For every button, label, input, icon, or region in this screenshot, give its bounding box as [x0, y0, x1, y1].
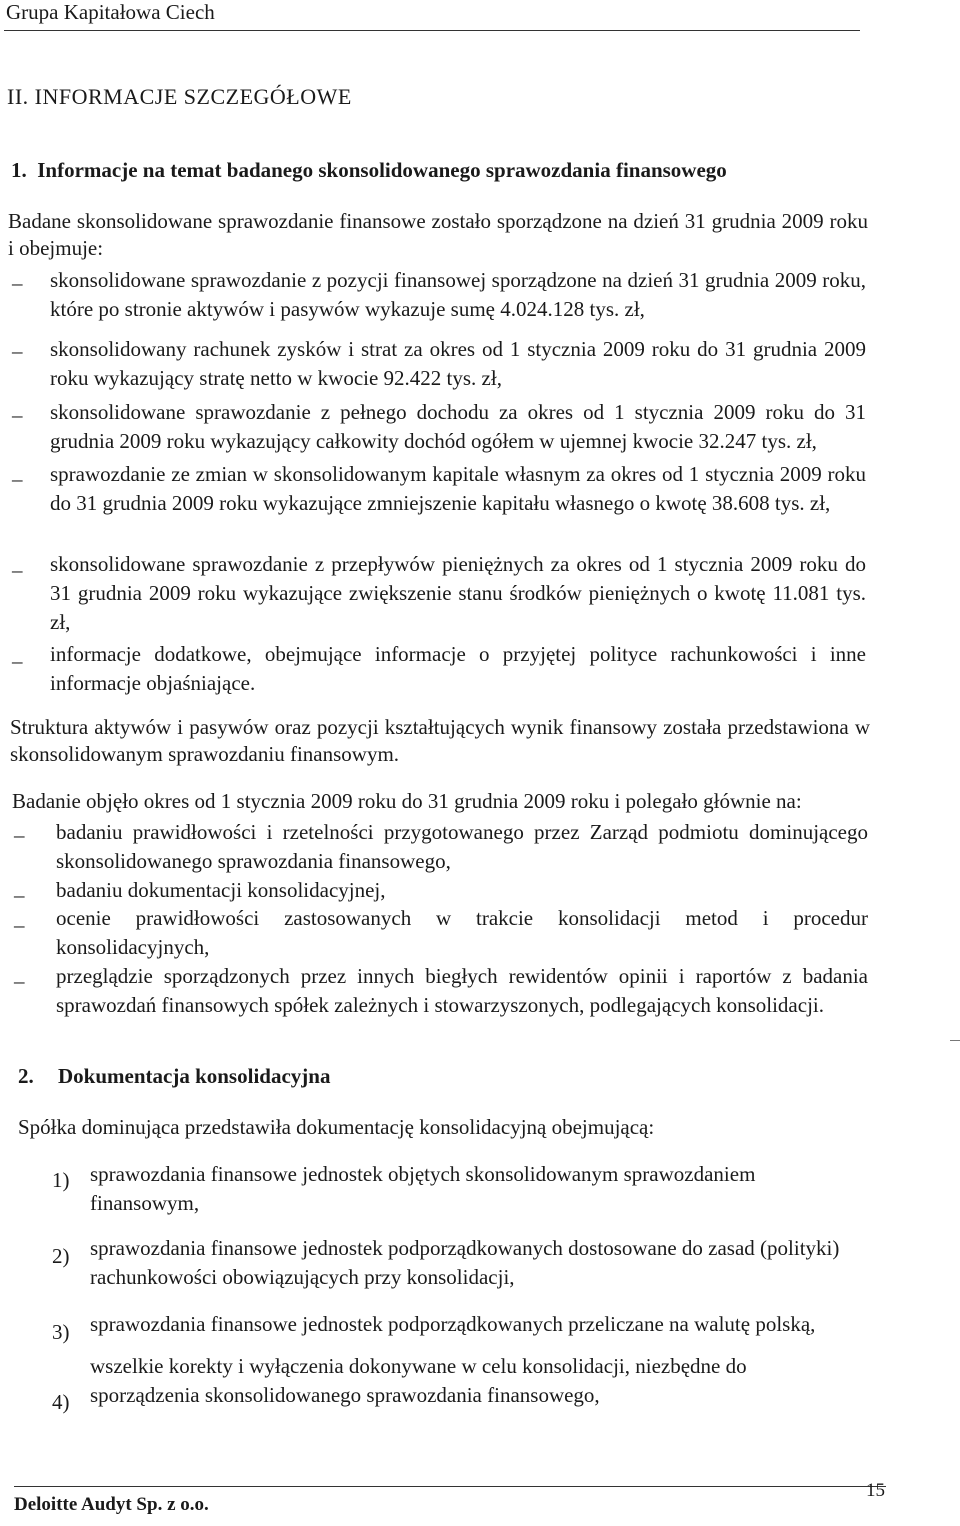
dash-marker: –	[14, 913, 25, 937]
part1-intro: Badane skonsolidowane sprawozdanie finansowe zostało sporządzone na dzień 31 grudnia 2009 roku i obejmuje:	[8, 209, 868, 260]
dash-marker: –	[14, 969, 25, 993]
doc-item: sprawozdania finansowe jednostek podporządkowanych dostosowane do zasad (polityki) rachunkowości obowiązujących przy konsolidacji,	[90, 1236, 840, 1289]
audit-item: przeglądzie sporządzonych przez innych biegłych rewidentów opinii i raportów z badania sprawozdań finansowych spółek zależnych i stowarzyszonych, podlegających konsolidacji.	[56, 964, 868, 1017]
part1-heading	[11, 158, 727, 183]
dash-marker: –	[12, 403, 23, 427]
section-title: II. INFORMACJE SZCZEGÓŁOWE	[7, 84, 352, 109]
list-item: skonsolidowany rachunek zysków i strat za okres od 1 stycznia 2009 roku do 31 grudnia 2009 roku wykazujący stratę netto w kwocie 92.422 tys. zł,	[50, 337, 866, 390]
part1-number: 1.	[11, 158, 27, 182]
dash-marker: –	[14, 883, 25, 907]
margin-mark	[950, 1040, 960, 1041]
item-number: 1)	[52, 1168, 70, 1192]
footer-firm: Deloitte Audyt Sp. z o.o.	[14, 1494, 209, 1515]
page-number: 15	[866, 1480, 885, 1501]
list-item: sprawozdanie ze zmian w skonsolidowanym kapitale własnym za okres od 1 stycznia 2009 roku do 31 grudnia 2009 roku wykazujące zmniejszenie kapitału własnego o kwotę 38.608 tys. zł,	[50, 462, 866, 515]
part1-heading-text: Informacje na temat badanego skonsolidowanego sprawozdania finansowego	[37, 158, 727, 182]
item-number: 3)	[52, 1320, 70, 1344]
part2-intro: Spółka dominująca przedstawiła dokumentację konsolidacyjną obejmującą:	[18, 1115, 655, 1139]
list-item: informacje dodatkowe, obejmujące informacje o przyjętej polityce rachunkowości i inne informacje objaśniające.	[50, 642, 866, 695]
part2-number: 2.	[18, 1064, 34, 1088]
audit-item: badaniu prawidłowości i rzetelności przygotowanego przez Zarząd podmiotu dominującego skonsolidowanego sprawozdania finansowego,	[56, 820, 868, 873]
doc-item: sprawozdania finansowe jednostek objętych skonsolidowanym sprawozdaniem finansowym,	[90, 1162, 756, 1215]
header-rule	[4, 30, 860, 31]
audit-item: badaniu dokumentacji konsolidacyjnej,	[56, 878, 386, 902]
audit-intro: Badanie objęło okres od 1 stycznia 2009 roku do 31 grudnia 2009 roku i polegało głównie na:	[12, 789, 802, 813]
item-number: 4)	[52, 1390, 70, 1414]
dash-marker: –	[12, 649, 23, 673]
dash-marker: –	[14, 823, 25, 847]
doc-item: sprawozdania finansowe jednostek podporządkowanych przeliczane na walutę polską,	[90, 1312, 816, 1336]
part2-heading-text: Dokumentacja konsolidacyjna	[58, 1064, 331, 1088]
header-company: Grupa Kapitałowa Ciech	[6, 0, 215, 24]
dash-marker: –	[12, 558, 23, 582]
doc-item: wszelkie korekty i wyłączenia dokonywane w celu konsolidacji, niezbędne do sporządzenia skonsolidowanego sprawozdania finansowego,	[90, 1354, 747, 1407]
list-item: skonsolidowane sprawozdanie z pełnego dochodu za okres od 1 stycznia 2009 roku do 31 grudnia 2009 roku wykazujący całkowity dochód ogółem w ujemnej kwocie 32.247 tys. zł,	[50, 400, 866, 453]
dash-marker: –	[12, 271, 23, 295]
list-item: skonsolidowane sprawozdanie z pozycji finansowej sporządzone na dzień 31 grudnia 2009 roku, które po stronie aktywów i pasywów wykazuje sumę 4.024.128 tys. zł,	[50, 268, 866, 321]
item-number: 2)	[52, 1244, 70, 1268]
dash-marker: –	[12, 339, 23, 363]
audit-item: ocenie prawidłowości zastosowanych w trakcie konsolidacji metod i procedur konsolidacyjnych,	[56, 906, 868, 959]
list-item: skonsolidowane sprawozdanie z przepływów pieniężnych za okres od 1 stycznia 2009 roku do 31 grudnia 2009 roku wykazujące zwiększenie stanu środków pieniężnych o kwotę 11.081 tys. zł,	[50, 552, 866, 634]
part2-heading	[18, 1064, 330, 1089]
dash-marker: –	[12, 467, 23, 491]
footer-rule	[14, 1486, 886, 1487]
structure-note: Struktura aktywów i pasywów oraz pozycji kształtujących wynik finansowy została przedstawiona w skonsolidowanym sprawozdaniu finansowym.	[10, 715, 870, 766]
